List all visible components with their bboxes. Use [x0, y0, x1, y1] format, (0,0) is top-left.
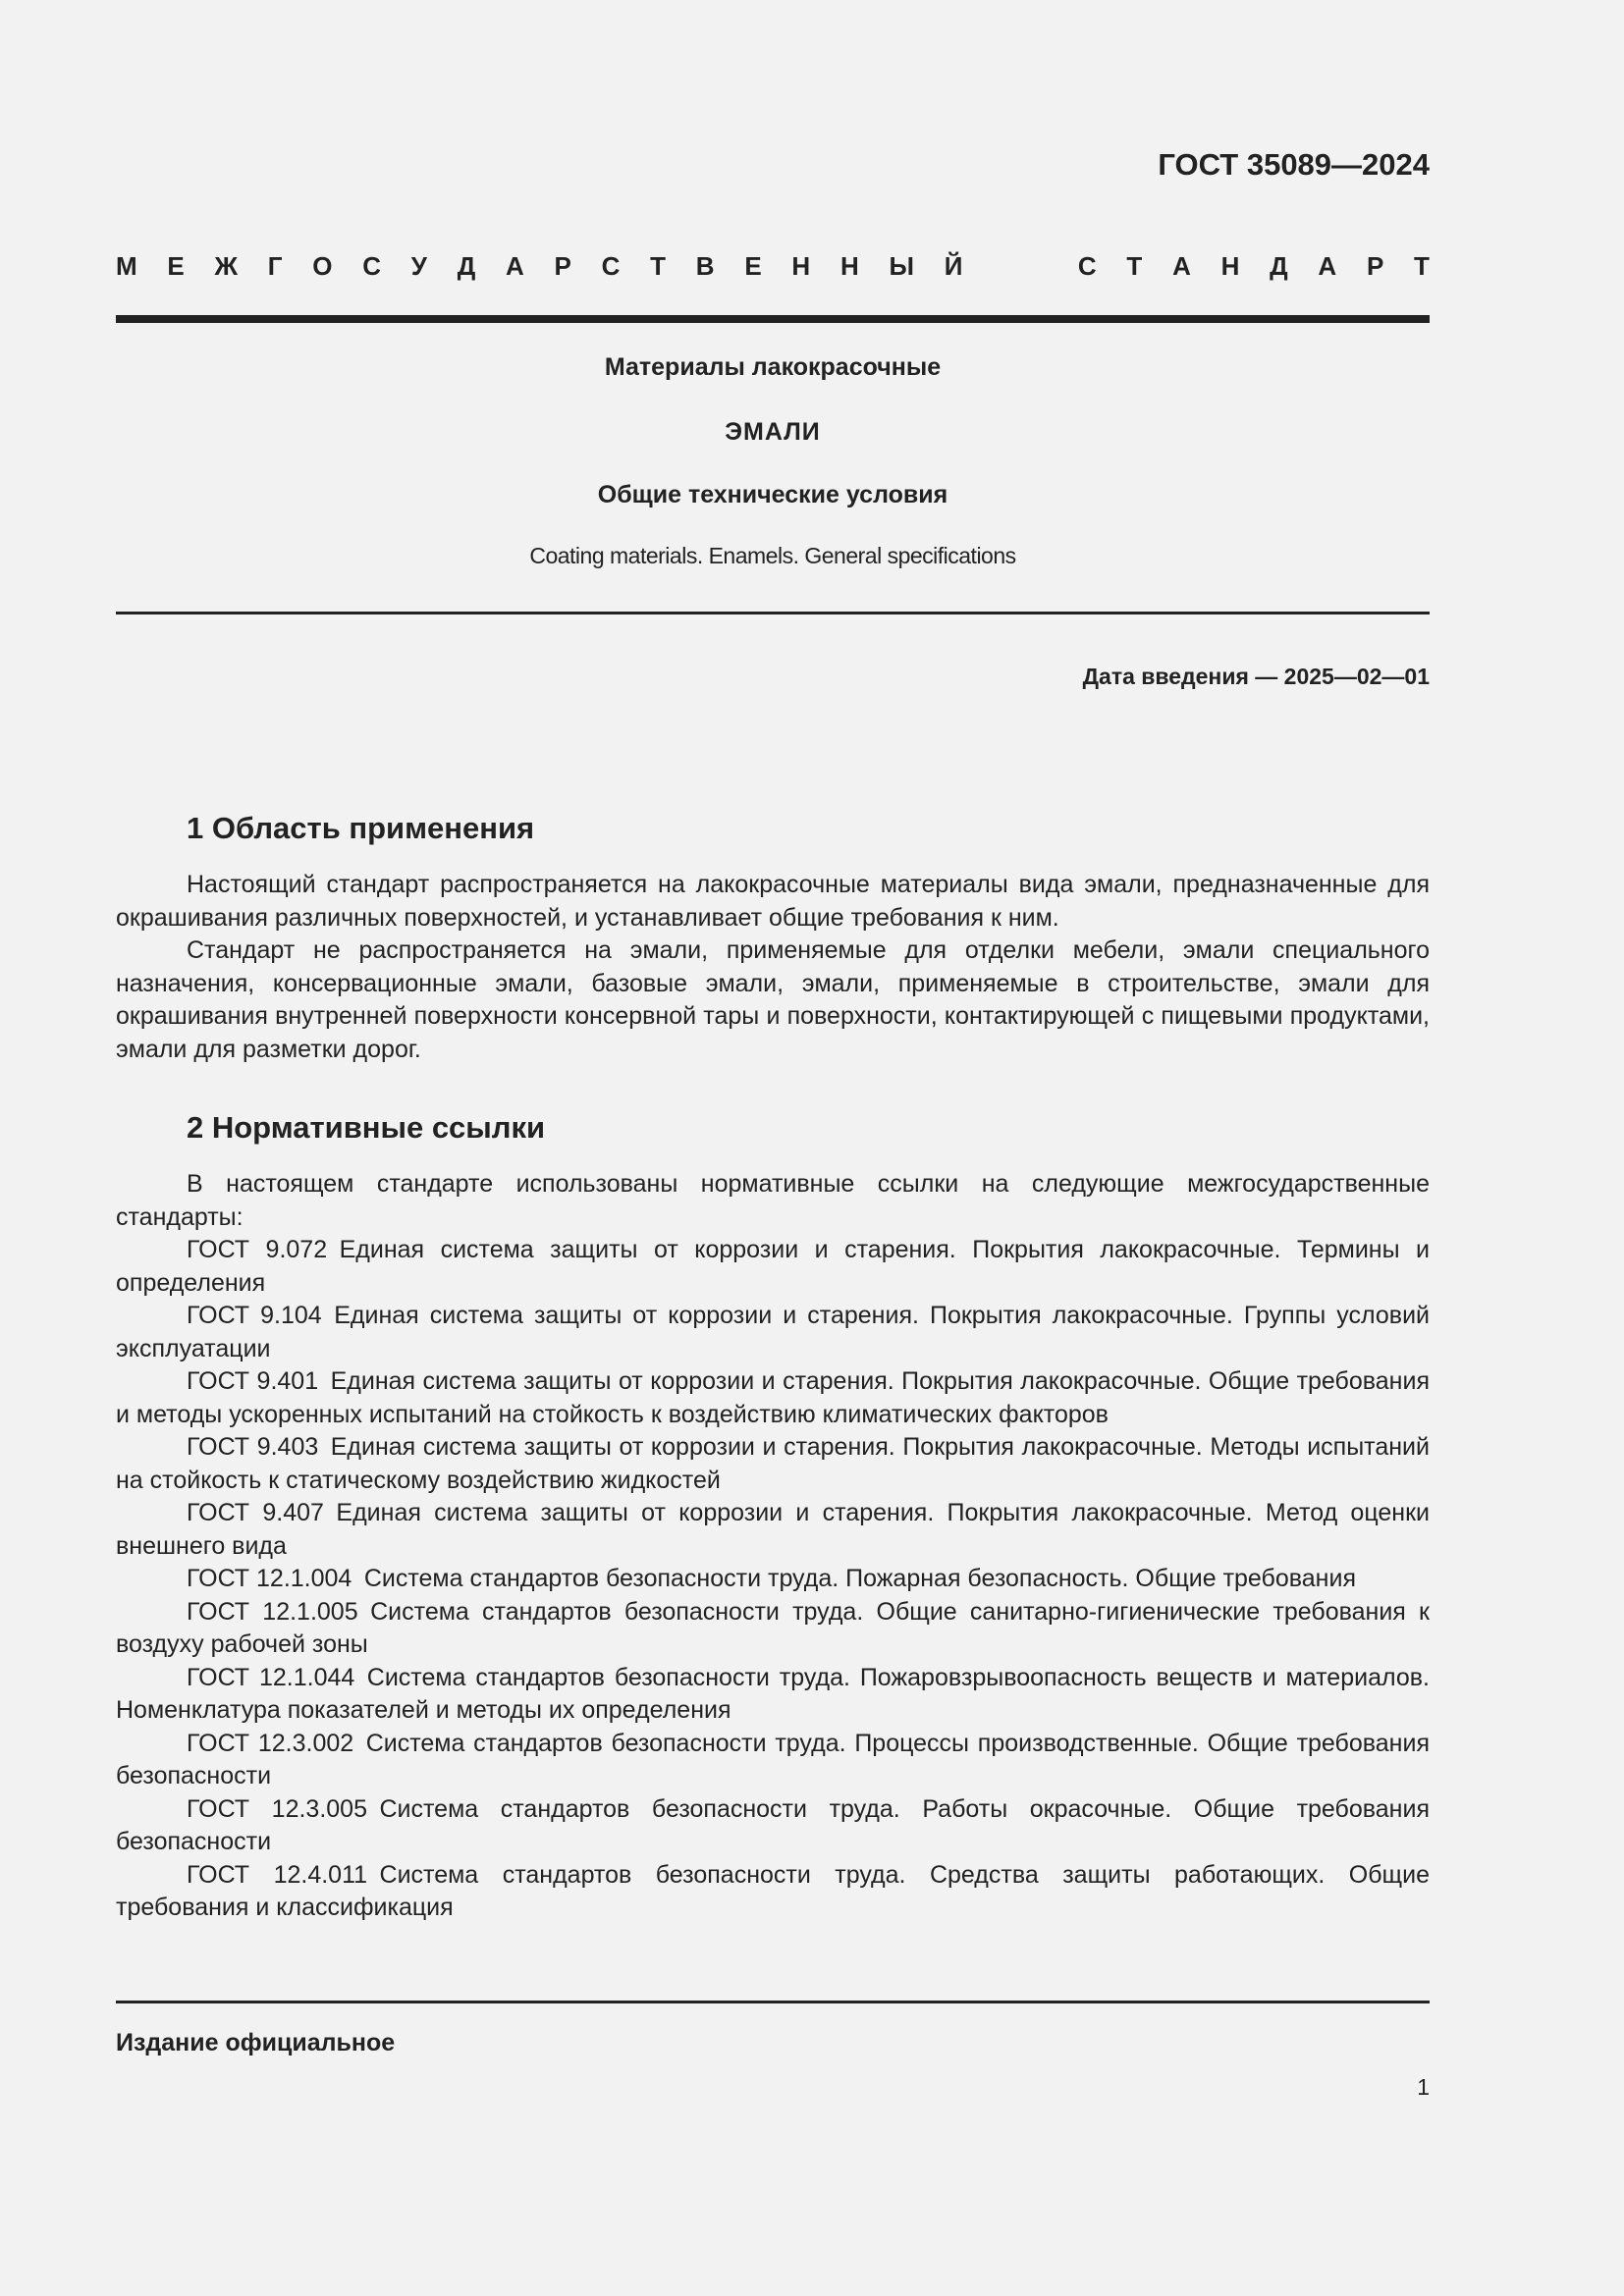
- thick-divider: [116, 315, 1430, 323]
- title-english: Coating materials. Enamels. General specifications: [529, 543, 1016, 568]
- reference-code: ГОСТ 9.104: [187, 1302, 322, 1329]
- reference-code: ГОСТ 12.3.005: [187, 1794, 367, 1823]
- reference-title: Единая система защиты от коррозии и старения. Покрытия лакокрасочные. Методы испытаний на стойкость к статическому воздействию жидкостей: [116, 1433, 1430, 1494]
- reference-item: [116, 1365, 1430, 1431]
- banner-letter: Ы: [889, 251, 914, 281]
- document-number: ГОСТ 35089—2024: [1158, 147, 1430, 182]
- banner-letter: Н: [839, 251, 859, 281]
- section-2-intro: В настоящем стандарте использованы нормативные ссылки на следующие межгосударственные стандарты:: [116, 1170, 1430, 1231]
- section-1-heading: 1 Область применения: [187, 811, 535, 845]
- reference-code: ГОСТ 12.1.005: [187, 1597, 358, 1626]
- banner-letter: Е: [167, 251, 185, 281]
- page-number: 1: [1417, 2074, 1430, 2100]
- reference-code: ГОСТ 9.401: [187, 1367, 319, 1395]
- reference-title: Единая система защиты от коррозии и старения. Покрытия лакокрасочные. Метод оценки внешнего вида: [116, 1499, 1430, 1560]
- section-1-paragraph: Настоящий стандарт распространяется на лакокрасочные материалы вида эмали, предназначенные для окрашивания различных поверхностей, и устанавливает общие требования к ним.: [116, 871, 1430, 932]
- reference-item: [116, 1431, 1430, 1497]
- banner-letter: Д: [1270, 251, 1288, 281]
- introduction-date: Дата введения — 2025—02—01: [1082, 664, 1430, 689]
- banner-letter: С: [601, 251, 621, 281]
- reference-item: [116, 1300, 1430, 1365]
- banner-letter: Р: [1366, 251, 1384, 281]
- section-2-heading: 2 Нормативные ссылки: [187, 1110, 546, 1145]
- banner-letter: О: [312, 251, 333, 281]
- reference-item: [116, 1662, 1430, 1728]
- standard-banner: [116, 251, 1430, 282]
- section-1-paragraph: Стандарт не распространяется на эмали, применяемые для отделки мебели, эмали специального назначения, консервационные эмали, базовые эмали, эмали, применяемые в строительстве, эмали для окрашивания внутренней поверхности консервной тары и поверхности, контактирующей с пищевыми продуктами, эмали для разметки дорог.: [116, 936, 1430, 1063]
- banner-letter: Р: [554, 251, 571, 281]
- banner-letter: М: [116, 251, 137, 281]
- reference-code: ГОСТ 12.3.002: [187, 1729, 354, 1757]
- reference-title: Единая система защиты от коррозии и старения. Покрытия лакокрасочные. Группы условий эксплуатации: [116, 1302, 1430, 1362]
- reference-title: Система стандартов безопасности труда. Пожаровзрывоопасность веществ и материалов. Номенклатура показателей и методы их определения: [116, 1663, 1430, 1724]
- banner-letter: В: [695, 251, 715, 281]
- reference-code: ГОСТ 12.1.004: [187, 1565, 352, 1592]
- banner-letter: Т: [650, 251, 667, 281]
- banner-letter: С: [1077, 251, 1097, 281]
- banner-letter: Е: [744, 251, 762, 281]
- reference-title: Единая система защиты от коррозии и старения. Покрытия лакокрасочные. Общие требования и методы ускоренных испытаний на стойкость к воздействию климатических факторов: [116, 1367, 1430, 1428]
- reference-item: [116, 1234, 1430, 1300]
- banner-letter: Г: [267, 251, 283, 281]
- document-page: [116, 0, 1430, 2296]
- reference-item: [116, 1497, 1430, 1563]
- banner-letter: Т: [1414, 251, 1430, 281]
- title-line-enamels: ЭМАЛИ: [725, 418, 821, 446]
- banner-letter: Д: [457, 251, 476, 281]
- footer-divider: [116, 2001, 1430, 2003]
- banner-letter: А: [506, 251, 524, 281]
- reference-title: Система стандартов безопасности труда. Процессы производственные. Общие требования безопасности: [116, 1729, 1430, 1789]
- banner-letter: Й: [944, 251, 963, 281]
- banner-letter: Н: [1220, 251, 1240, 281]
- reference-code: ГОСТ 12.4.011: [187, 1860, 368, 1889]
- section-2-body: [116, 1168, 1430, 1925]
- reference-title: Система стандартов безопасности труда. Общие санитарно-гигиенические требования к воздуху рабочей зоны: [116, 1597, 1430, 1658]
- banner-letter: У: [410, 251, 427, 281]
- reference-item: [116, 1793, 1430, 1859]
- reference-code: ГОСТ 12.1.044: [187, 1663, 355, 1691]
- title-divider: [116, 612, 1430, 614]
- reference-item: [116, 1728, 1430, 1793]
- banner-letter: Н: [791, 251, 811, 281]
- reference-item: [116, 1596, 1430, 1662]
- banner-letter: С: [362, 251, 382, 281]
- title-line-materials: Материалы лакокрасочные: [604, 353, 942, 381]
- official-edition-label: Издание официальное: [116, 2029, 396, 2056]
- reference-code: ГОСТ 9.403: [187, 1433, 319, 1461]
- title-line-specifications: Общие технические условия: [597, 481, 948, 508]
- section-1-body: [116, 869, 1430, 1066]
- reference-title: Система стандартов безопасности труда. Работы окрасочные. Общие требования безопасности: [116, 1794, 1430, 1855]
- reference-title: Система стандартов безопасности труда. Пожарная безопасность. Общие требования: [363, 1565, 1356, 1592]
- reference-code: ГОСТ 9.407: [187, 1499, 324, 1526]
- reference-title: Единая система защиты от коррозии и старения. Покрытия лакокрасочные. Термины и определения: [116, 1236, 1430, 1297]
- banner-gap: [993, 251, 1048, 282]
- reference-list: [116, 1234, 1430, 1925]
- banner-letter: Т: [1126, 251, 1143, 281]
- banner-letter: А: [1172, 251, 1191, 281]
- reference-item: [116, 1859, 1430, 1925]
- banner-letter: Ж: [214, 251, 239, 281]
- reference-item: [116, 1563, 1430, 1596]
- reference-title: Система стандартов безопасности труда. Средства защиты работающих. Общие требования и классификация: [116, 1860, 1430, 1921]
- reference-code: ГОСТ 9.072: [187, 1236, 328, 1263]
- banner-letter: А: [1318, 251, 1337, 281]
